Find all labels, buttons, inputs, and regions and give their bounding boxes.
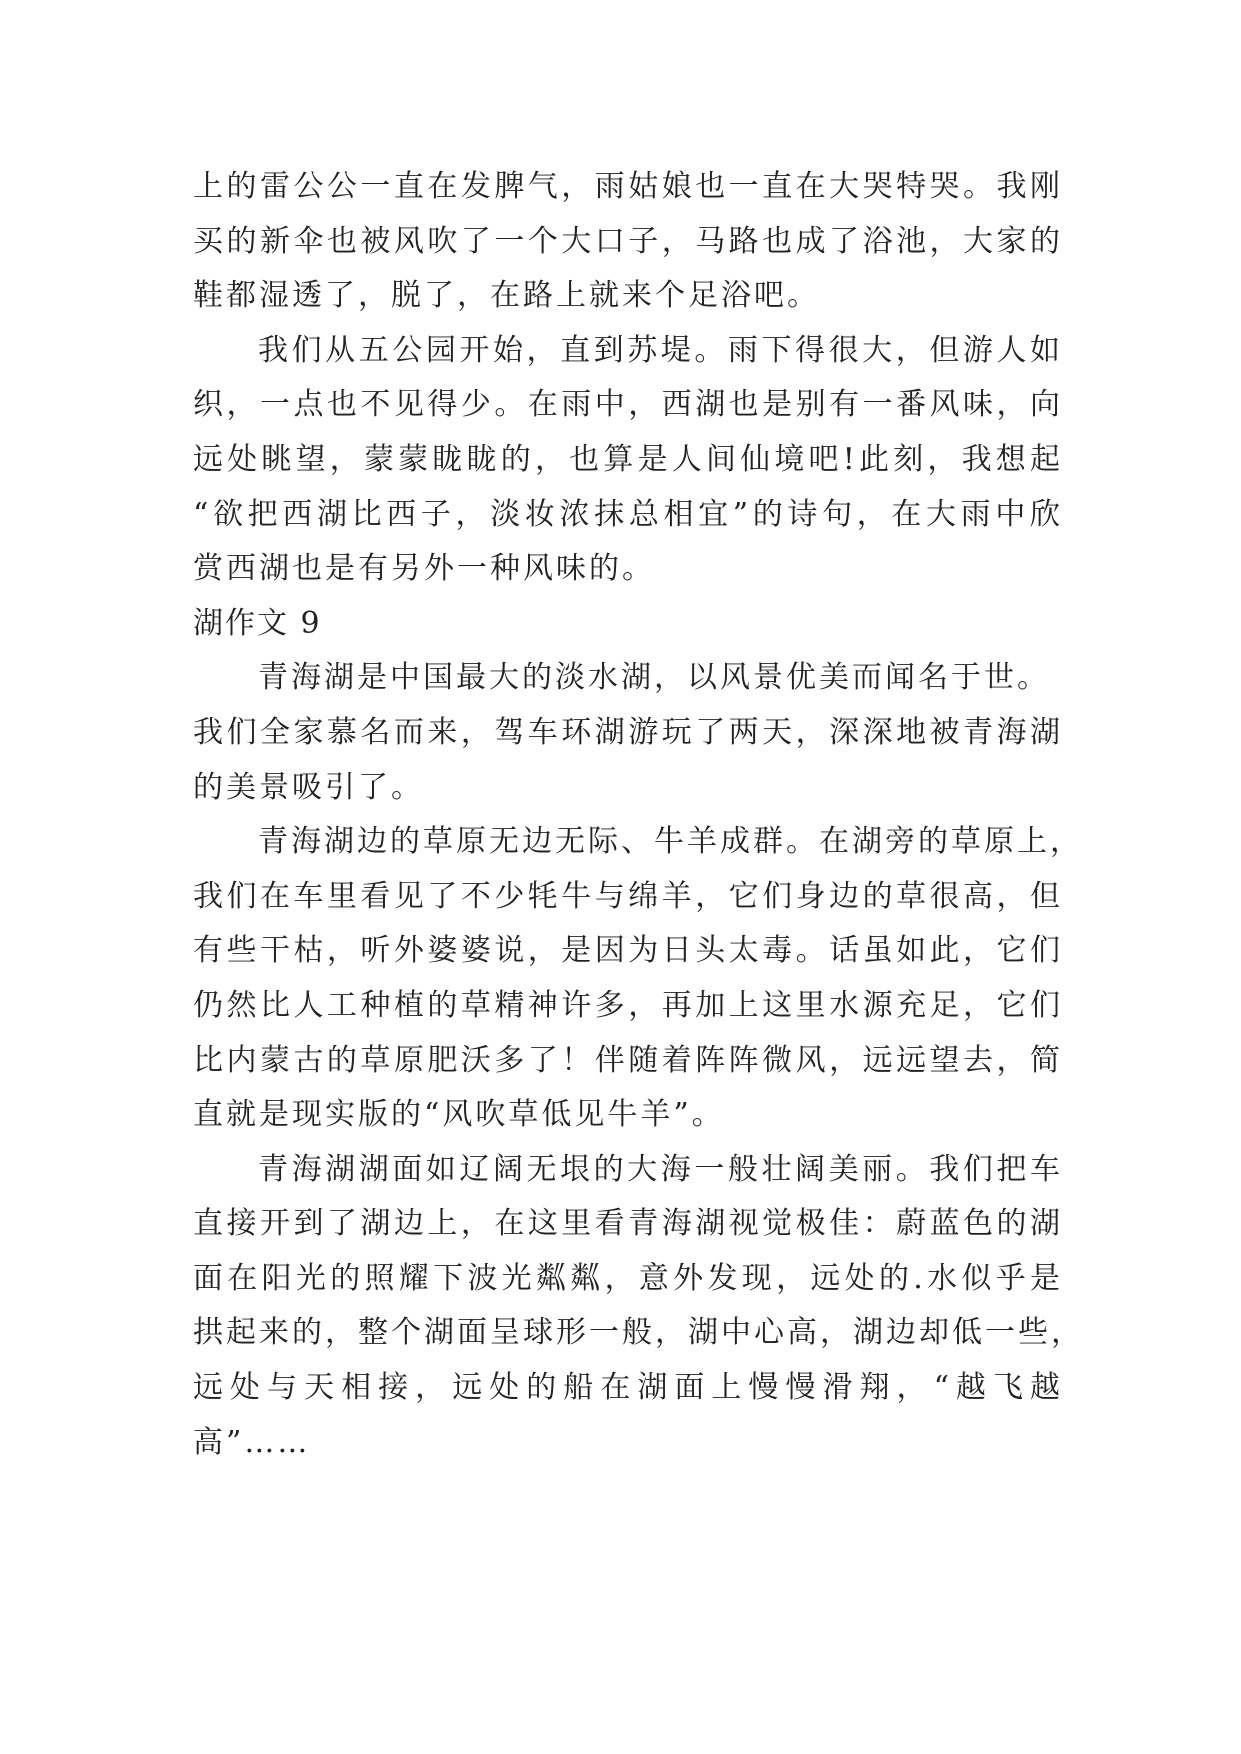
text-line: 上的雷公公一直在发脾气，雨姑娘也一直在大哭特哭。我刚 bbox=[193, 169, 1063, 204]
text-line: 面在阳光的照耀下波光粼粼，意外发现，远处的.水似乎是 bbox=[193, 1260, 1063, 1296]
text-line: 远处与天相接，远处的船在湖面上慢慢滑翔，“越飞越 bbox=[193, 1370, 1063, 1406]
paragraph-first-line: 青海湖边的草原无边无际、牛羊成群。在湖旁的草原上， bbox=[258, 824, 1083, 860]
text-line: “欲把西湖比西子，淡妆浓抹总相宜”的诗句，在大雨中欣 bbox=[193, 496, 1063, 532]
text-line: 比内蒙古的草原肥沃多了！伴随着阵阵微风，远远望去，简 bbox=[193, 1042, 1063, 1078]
text-line: 我们在车里看见了不少牦牛与绵羊，它们身边的草很高，但 bbox=[193, 878, 1063, 914]
text-line: 直就是现实版的“风吹草低见牛羊”。 bbox=[193, 1097, 725, 1133]
text-line: 织，一点也不见得少。在雨中，西湖也是别有一番风味，向 bbox=[193, 387, 1063, 423]
text-line: 我们全家慕名而来，驾车环湖游玩了两天，深深地被青海湖 bbox=[193, 714, 1063, 750]
text-line: 鞋都湿透了，脱了，在路上就来个足浴吧。 bbox=[193, 278, 820, 314]
text-line: 赏西湖也是有另外一种风味的。 bbox=[193, 551, 655, 587]
paragraph-first-line: 我们从五公园开始，直到苏堤。雨下得很大，但游人如 bbox=[258, 332, 1063, 368]
text-line: 高”…… bbox=[193, 1424, 311, 1460]
paragraph-first-line: 青海湖是中国最大的淡水湖，以风景优美而闻名于世。 bbox=[258, 660, 1050, 696]
text-line: 远处眺望，蒙蒙眬眬的，也算是人间仙境吧!此刻，我想起 bbox=[193, 441, 1063, 477]
paragraph-first-line: 青海湖湖面如辽阔无垠的大海一般壮阔美丽。我们把车 bbox=[258, 1151, 1063, 1187]
text-line: 的美景吸引了。 bbox=[193, 769, 424, 805]
text-line: 买的新伞也被风吹了一个大口子，马路也成了浴池，大家的 bbox=[193, 223, 1063, 259]
section-heading: 湖作文 9 bbox=[193, 605, 322, 641]
text-line: 仍然比人工种植的草精神许多，再加上这里水源充足，它们 bbox=[193, 987, 1063, 1023]
essay-text bbox=[193, 160, 1084, 1470]
text-line: 有些干枯，听外婆婆说，是因为日头太毒。话虽如此，它们 bbox=[193, 933, 1063, 969]
text-line: 拱起来的，整个湖面呈球形一般，湖中心高，湖边却低一些， bbox=[193, 1315, 1084, 1351]
text-line: 直接开到了湖边上，在这里看青海湖视觉极佳：蔚蓝色的湖 bbox=[193, 1206, 1063, 1242]
